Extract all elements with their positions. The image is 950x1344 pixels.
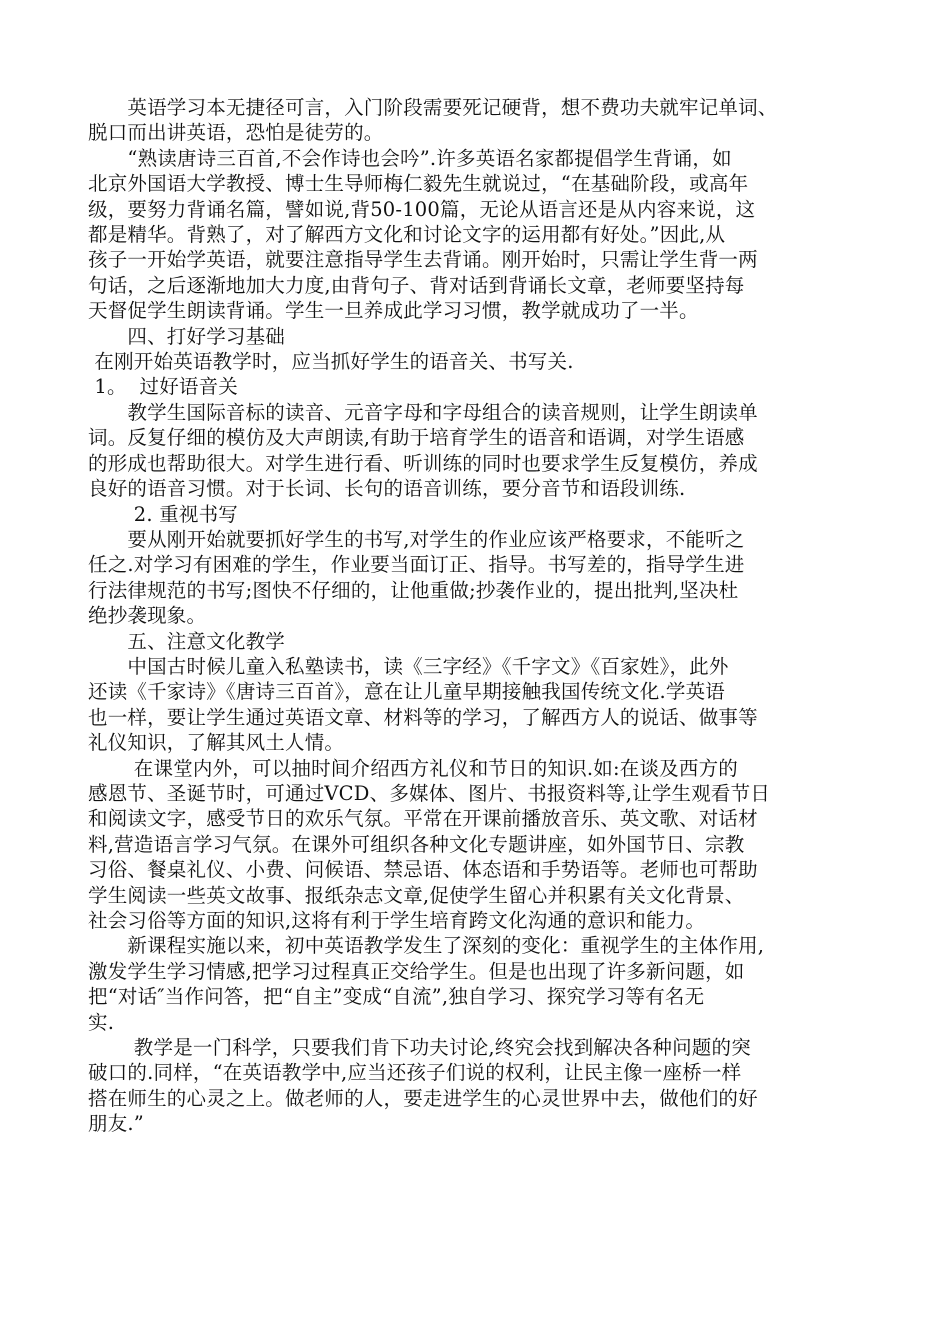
text-line: 破口的.同样，“在英语教学中,应当还孩子们说的权利，让民主像一座桥一样	[88, 1061, 742, 1085]
text-line: 孩子一开始学英语，就要注意指导学生去背诵。刚开始时，只需让学生背一两	[88, 248, 758, 272]
text-line: 社会习俗等方面的知识,这将有利于学生培育跨文化沟通的意识和能力。	[88, 909, 706, 932]
text-line: 习俗、餐桌礼仪、小费、问候语、禁忌语、体态语和手势语等。老师也可帮助	[88, 858, 758, 882]
text-line: 句话，之后逐渐地加大力度,由背句子、背对话到背诵长文章，老师要坚持每	[88, 273, 745, 297]
text-line: 新课程实施以来，初中英语教学发生了深刻的变化：重视学生的主体作用,	[88, 934, 765, 958]
text-line: 绝抄袭现象。	[88, 604, 207, 628]
text-line: 行法律规范的书写;图快不仔细的，让他重做;抄袭作业的，提出批判,坚决杜	[88, 578, 739, 602]
text-line: 激发学生学习情感,把学习过程真正交给学生。但是也出现了许多新问题，如	[88, 959, 745, 983]
text-line: 任之.对学习有困难的学生，作业要当面订正、指导。书写差的，指导学生进	[88, 553, 745, 577]
text-line: 在课堂内外，可以抽时间介绍西方礼仪和节日的知识.如:在谈及西方的	[88, 756, 738, 780]
text-line: 词。反复仔细的模仿及大声朗读,有助于培育学生的语音和语调，对学生语感	[88, 426, 745, 450]
text-line: 在刚开始英语教学时，应当抓好学生的语音关、书写关.	[88, 350, 574, 374]
text-line: 朋友.”	[88, 1112, 144, 1136]
text-line: 脱口而出讲英语，恐怕是徒劳的。	[88, 121, 384, 145]
text-line: 都是精华。背熟了，对了解西方文化和讨论文字的运用都有好处。”因此,从	[88, 223, 726, 247]
text-line: 北京外国语大学教授、博士生导师梅仁毅先生就说过，“在基础阶段，或高年	[88, 172, 749, 196]
text-line: 料,营造语言学习气氛。在课外可组织各种文化专题讲座，如外国节日、宗教	[88, 832, 745, 856]
text-line: 实.	[88, 1010, 115, 1034]
text-line: 教学是一门科学，只要我们肯下功夫讨论,终究会找到解决各种问题的突	[88, 1036, 751, 1060]
text-line: 要从刚开始就要抓好学生的书写,对学生的作业应该严格要求，不能听之	[88, 527, 745, 551]
text-line: 良好的语音习惯。对于长词、长句的语音训练，要分音节和语段训练.	[88, 477, 686, 501]
subsection-heading: 2. 重视书写	[88, 502, 239, 526]
text-line: 中国古时候儿童入私塾读书，读《三字经》《千字文》《百家姓》，此外	[88, 654, 729, 678]
text-line: 礼仪知识，了解其风土人情。	[88, 731, 345, 755]
section-heading: 四、打好学习基础	[88, 324, 286, 348]
document-body	[88, 95, 868, 1137]
text-line: 级，要努力背诵名篇，譬如说,背50-100篇，无论从语言还是从内容来说，这	[88, 197, 756, 221]
text-line: 感恩节、圣诞节时，可通过VCD、多媒体、图片、书报资料等,让学生观看节日	[88, 781, 771, 805]
section-heading: 五、注意文化教学	[88, 629, 286, 653]
subsection-heading: 1。 过好语音关	[88, 375, 239, 399]
text-line: 搭在师生的心灵之上。做老师的人，要走进学生的心灵世界中去，做他们的好	[88, 1086, 758, 1110]
text-line: 的形成也帮助很大。对学生进行看、听训练的同时也要求学生反复模仿，养成	[88, 451, 758, 475]
text-line: 还读《千家诗》《唐诗三百首》，意在让儿童早期接触我国传统文化.学英语	[88, 680, 725, 704]
text-line: “熟读唐诗三百首,不会作诗也会吟”.许多英语名家都提倡学生背诵，如	[88, 146, 732, 170]
text-line: 天督促学生朗读背诵。学生一旦养成此学习习惯，教学就成功了一半。	[88, 299, 699, 323]
text-line: 把“对话″当作问答，把“自主”变成“自流”,独自学习、探究学习等有名无	[88, 985, 705, 1009]
text-line: 和阅读文字，感受节日的欢乐气氛。平常在开课前播放音乐、英文歌、对话材	[88, 807, 758, 831]
text-line: 英语学习本无捷径可言，入门阶段需要死记硬背，想不费功夫就牢记单词、	[88, 96, 778, 119]
text-line: 学生阅读一些英文故事、报纸杂志文章,促使学生留心并积累有关文化背景、	[88, 883, 745, 907]
text-line: 也一样，要让学生通过英语文章、材料等的学习，了解西方人的说话、做事等	[88, 705, 758, 729]
text-line: 教学生国际音标的读音、元音字母和字母组合的读音规则，让学生朗读单	[88, 400, 758, 424]
